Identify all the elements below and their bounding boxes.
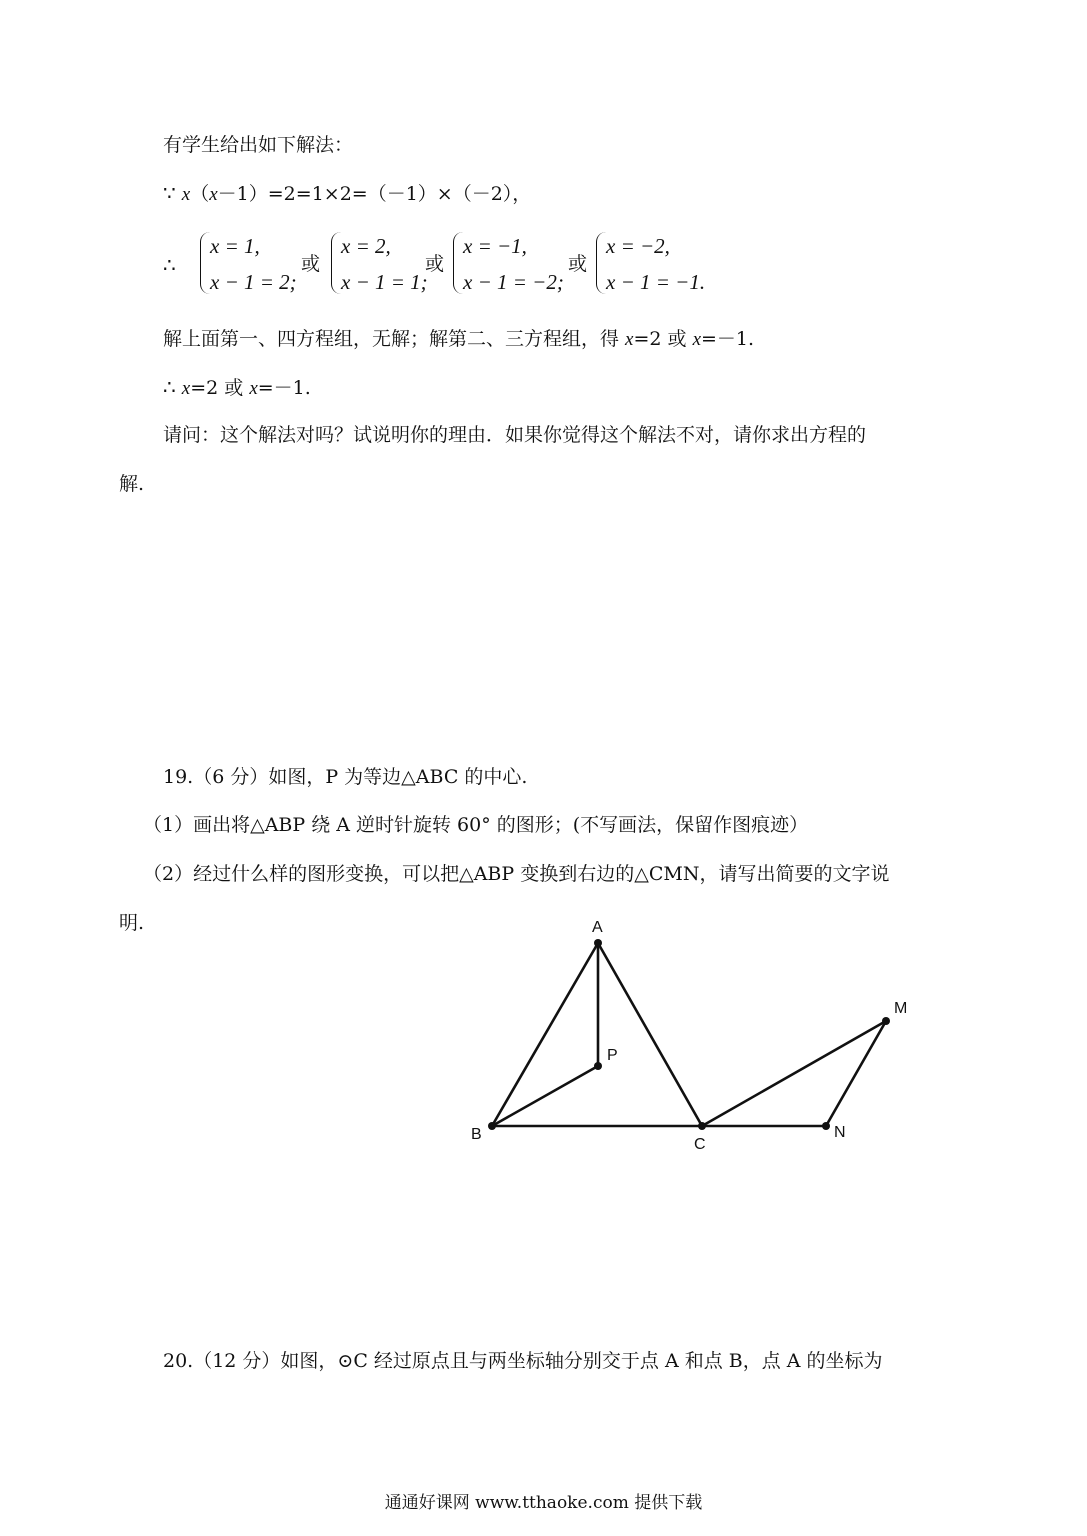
var-x: x <box>181 378 191 399</box>
problem-19-title: 19.（6 分）如图，P 为等边△ABC 的中心. <box>163 766 528 788</box>
segment-AB <box>492 943 598 1126</box>
intro-text: 有学生给出如下解法： <box>163 134 354 156</box>
footer-text: 通通好课网 www.tthaoke.com 提供下载 <box>384 1493 703 1513</box>
system-3-eq1: x = −1, <box>463 234 527 258</box>
question-line-1: 请问：这个解法对吗？试说明你的理由．如果你觉得这个解法不对，请你求出方程的 <box>163 424 867 446</box>
therefore-symbol: ∴ <box>163 253 176 277</box>
solve-end: =－1. <box>701 328 755 350</box>
system-2-eq1: x = 2, <box>341 234 391 258</box>
or-word: 或 <box>301 253 321 275</box>
problem-19-part-2-line-2: 明. <box>119 912 145 934</box>
segment-AC <box>598 943 702 1126</box>
problem-19-part-2-line-1: （2）经过什么样的图形变换，可以把△ABP 变换到右边的△CMN，请写出简要的文字说 <box>143 863 890 885</box>
system-3-eq2: x − 1 = −2; <box>463 270 564 294</box>
therefore-symbol: ∴ <box>163 375 176 399</box>
conclusion-line <box>163 377 311 398</box>
point-C <box>698 1122 706 1130</box>
point-B <box>488 1122 496 1130</box>
paren: （ <box>190 183 210 205</box>
solve-line <box>163 330 754 349</box>
var-x: x <box>209 184 218 205</box>
conclusion-end: =－1. <box>257 377 311 399</box>
system-4-eq1: x = −2, <box>606 234 670 258</box>
system-1-eq2: x − 1 = 2; <box>210 270 297 294</box>
solve-mid: =2 或 <box>633 328 693 350</box>
because-line <box>163 183 531 204</box>
problem-20-text: 20.（12 分）如图，⊙C 经过原点且与两坐标轴分别交于点 A 和点 B，点 A 的坐标为 <box>163 1350 883 1372</box>
var-x: x <box>181 184 191 205</box>
or-word: 或 <box>568 253 588 275</box>
problem-19-part-1: （1）画出将△ABP 绕 A 逆时针旋转 60° 的图形；(不写画法，保留作图痕迹） <box>143 814 809 836</box>
solve-text: 解上面第一、四方程组，无解；解第二、三方程组，得 <box>163 328 626 350</box>
point-M <box>882 1017 890 1025</box>
segment-MN <box>826 1021 886 1126</box>
segment-CM <box>702 1021 886 1126</box>
label-M: M <box>894 1000 908 1017</box>
system-1-eq1: x = 1, <box>210 234 260 258</box>
label-B: B <box>471 1126 482 1143</box>
label-P: P <box>607 1047 618 1064</box>
label-C: C <box>694 1136 706 1153</box>
point-N <box>822 1122 830 1130</box>
or-word: 或 <box>425 253 445 275</box>
left-brace <box>596 232 606 294</box>
left-brace <box>200 232 210 294</box>
segment-BP <box>492 1066 598 1126</box>
point-P <box>594 1062 602 1070</box>
left-brace <box>331 232 341 294</box>
label-N: N <box>834 1124 846 1141</box>
var-x: x <box>692 329 702 350</box>
question-line-2: 解. <box>119 473 145 495</box>
var-x: x <box>625 329 634 350</box>
left-brace <box>453 232 463 294</box>
system-2-eq2: x − 1 = 1; <box>341 270 428 294</box>
conclusion-mid: =2 或 <box>190 377 250 399</box>
label-A: A <box>592 919 603 936</box>
var-x: x <box>249 378 258 399</box>
because-symbol: ∵ <box>163 181 176 205</box>
system-4-eq2: x − 1 = −1. <box>606 270 706 294</box>
because-rest: －1）=2=1×2=（－1）×（－2）， <box>217 183 532 205</box>
point-A <box>594 939 602 947</box>
